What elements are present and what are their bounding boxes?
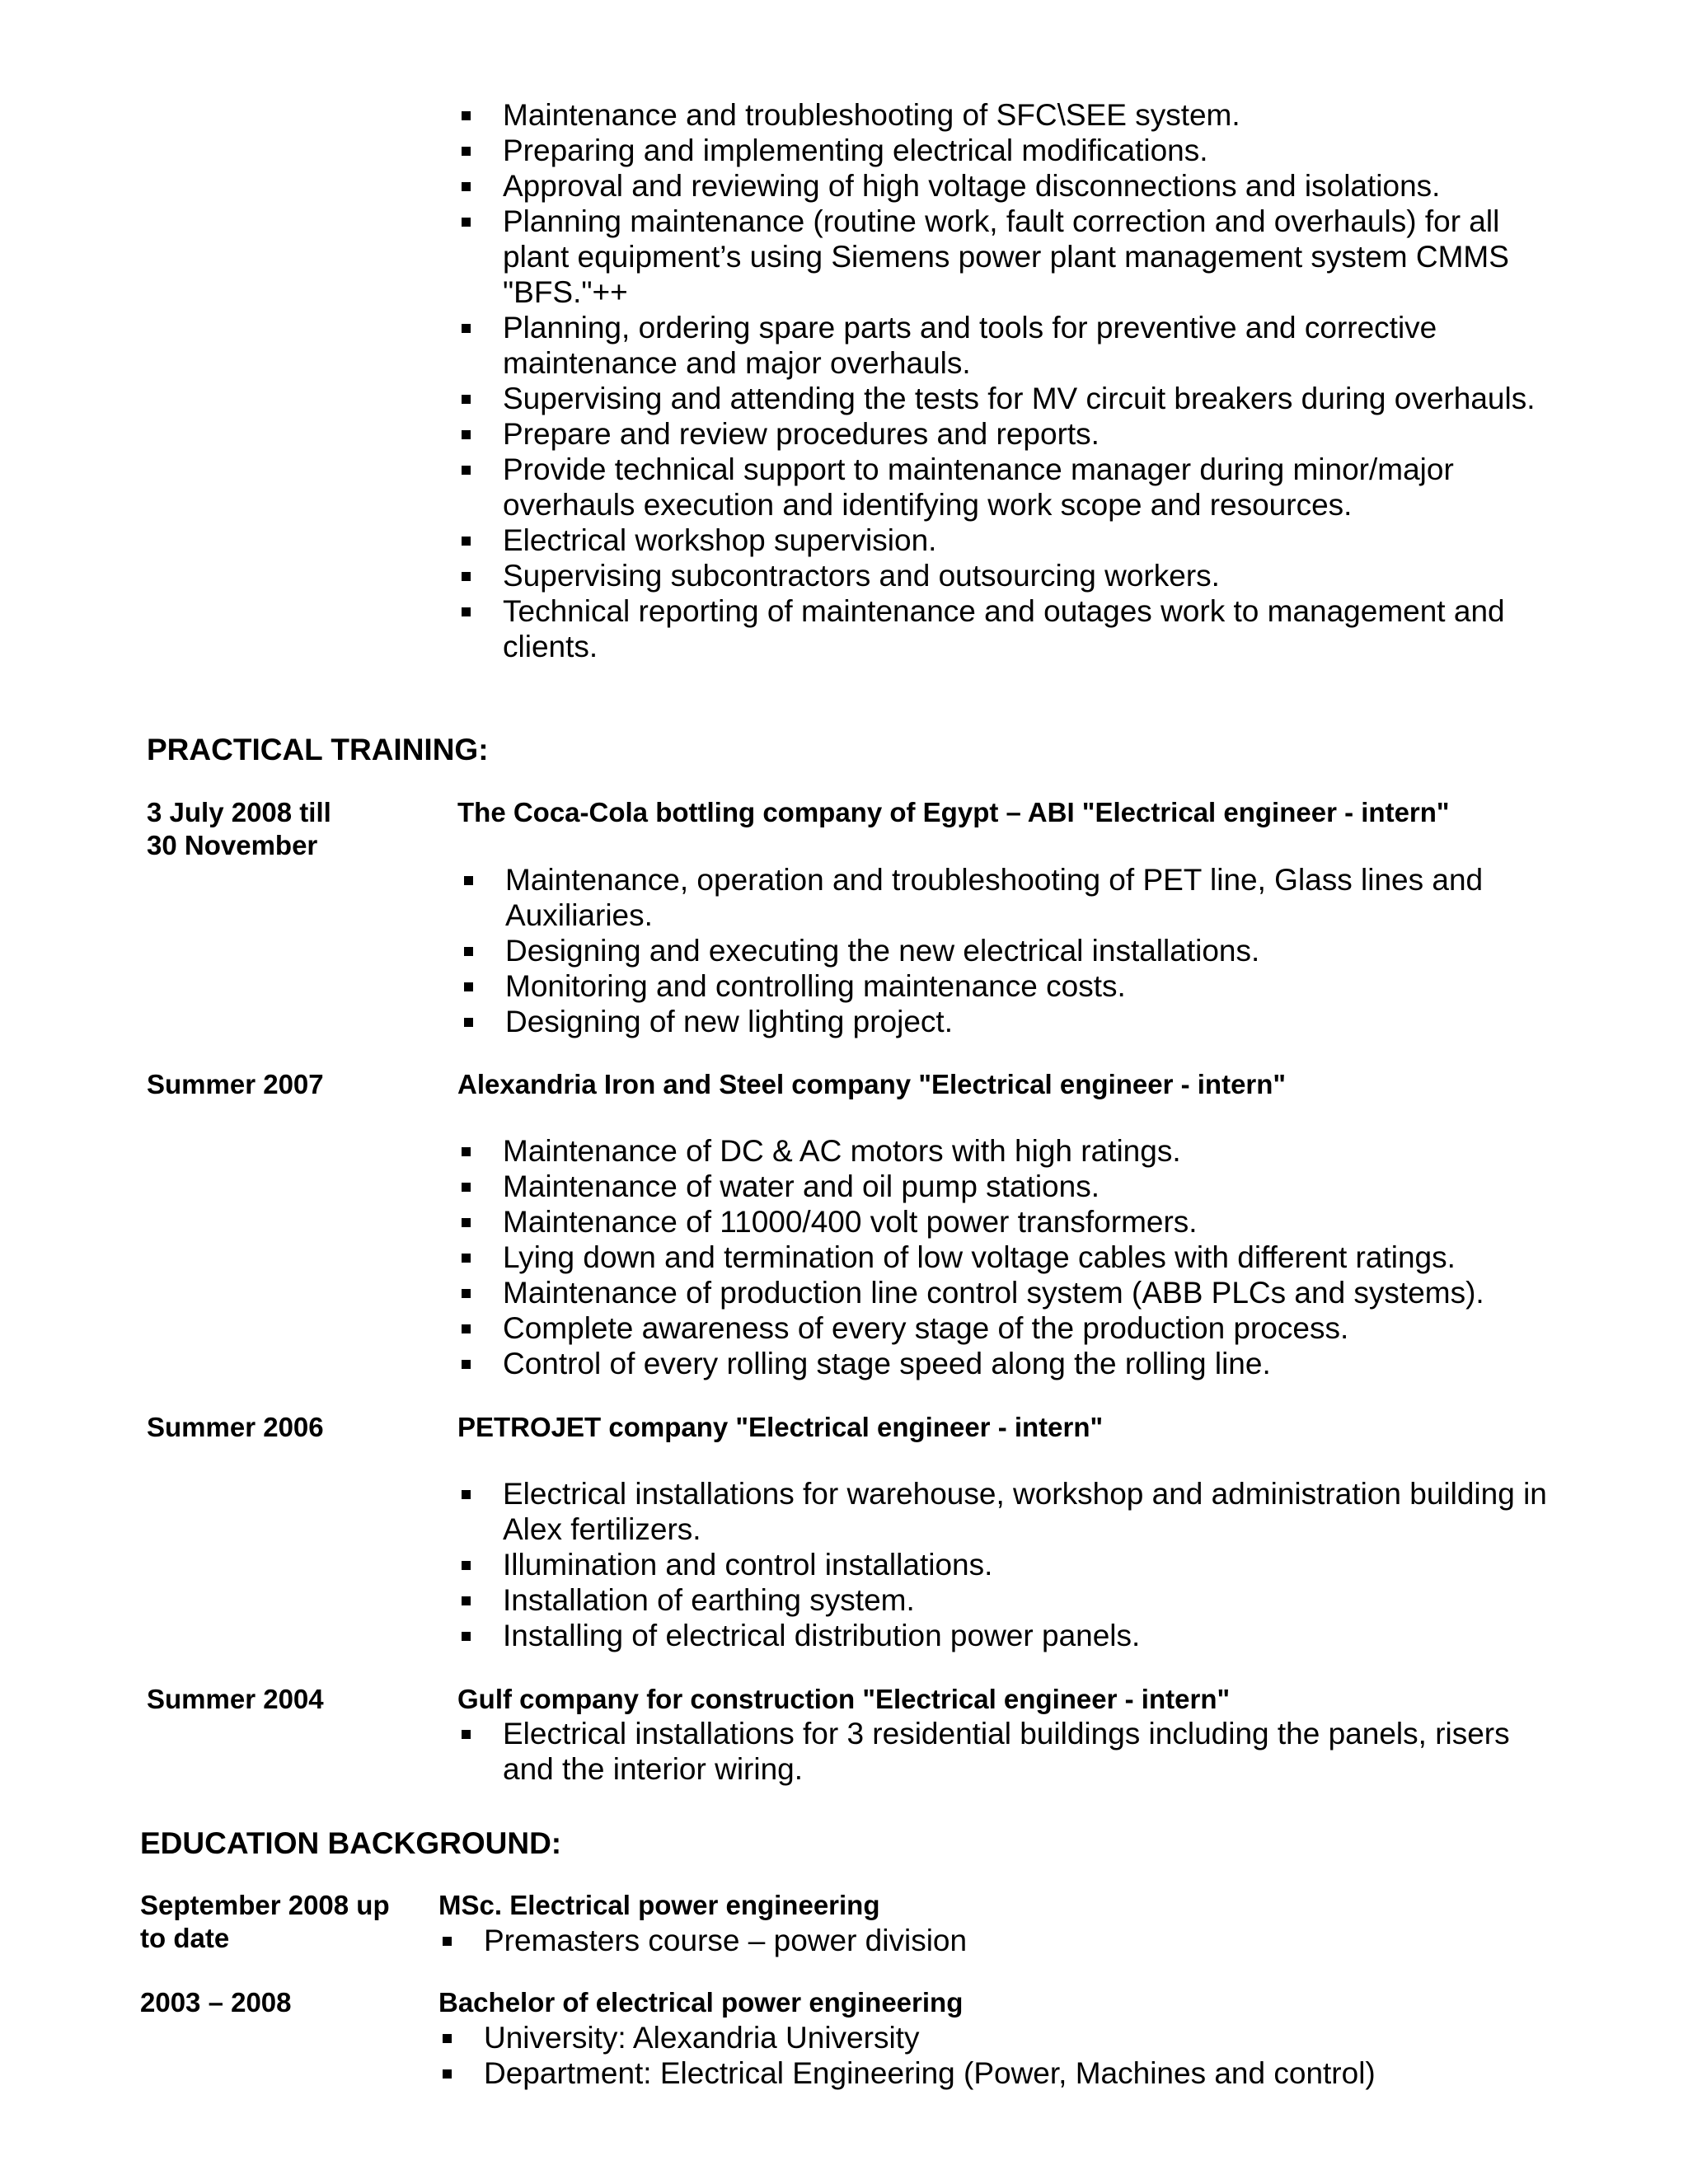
list-item-text: Designing and executing the new electrical installations. xyxy=(505,934,1260,968)
training-date: 3 July 2008 till 30 November xyxy=(147,797,331,860)
list-item xyxy=(457,558,1554,593)
list-item xyxy=(457,1240,1562,1275)
training-title: PETROJET company "Electrical engineer - intern" xyxy=(457,1412,1104,1442)
education-list xyxy=(438,2020,1543,2091)
list-item xyxy=(457,1547,1562,1582)
square-bullet-icon xyxy=(462,1218,471,1227)
square-bullet-icon xyxy=(462,1561,471,1570)
square-bullet-icon xyxy=(464,876,473,885)
list-item-text: Technical reporting of maintenance and outages work to management and clients. xyxy=(503,594,1505,663)
list-item-text: Premasters course – power division xyxy=(484,1924,968,1957)
list-item-text: Electrical workshop supervision. xyxy=(503,523,937,557)
square-bullet-icon xyxy=(462,1183,471,1192)
list-item-text: Planning maintenance (routine work, fault correction and overhauls) for all plant equipment’s using Siemens power plant management system CMMS "BFS."++ xyxy=(503,204,1509,309)
list-item-text: Maintenance of production line control system (ABB PLCs and systems). xyxy=(503,1276,1484,1310)
list-item-text: Maintenance of DC & AC motors with high ratings. xyxy=(503,1134,1181,1168)
list-item-text: Control of every rolling stage speed along the rolling line. xyxy=(503,1347,1271,1380)
square-bullet-icon xyxy=(462,1289,471,1298)
list-item xyxy=(457,381,1554,416)
list-item-text: Monitoring and controlling maintenance costs. xyxy=(505,969,1126,1003)
training-date: Summer 2006 xyxy=(147,1412,324,1442)
education-title: Bachelor of electrical power engineering xyxy=(438,1987,964,2018)
list-item xyxy=(457,1346,1562,1381)
list-item-text: Maintenance, operation and troubleshooting of PET line, Glass lines and Auxiliaries. xyxy=(505,863,1484,932)
square-bullet-icon xyxy=(462,1490,471,1499)
practical-training-heading: PRACTICAL TRAINING: xyxy=(147,733,489,766)
list-item xyxy=(457,416,1554,452)
square-bullet-icon xyxy=(462,537,471,546)
square-bullet-icon xyxy=(462,111,471,120)
list-item xyxy=(457,310,1554,381)
list-item-text: Maintenance of water and oil pump stations. xyxy=(503,1169,1100,1203)
training-title: Gulf company for construction "Electrical engineer - intern" xyxy=(457,1684,1231,1714)
list-item xyxy=(457,97,1554,133)
square-bullet-icon xyxy=(462,1254,471,1263)
square-bullet-icon xyxy=(462,1632,471,1641)
list-item xyxy=(457,1204,1562,1240)
square-bullet-icon xyxy=(462,572,471,581)
square-bullet-icon xyxy=(443,1937,452,1946)
education-date: 2003 – 2008 xyxy=(140,1987,292,2018)
list-item xyxy=(457,593,1554,664)
square-bullet-icon xyxy=(462,1730,471,1739)
list-item xyxy=(460,1004,1564,1039)
list-item-text: Installing of electrical distribution power panels. xyxy=(503,1619,1141,1652)
training-list xyxy=(457,1133,1562,1381)
list-item xyxy=(457,1169,1562,1204)
square-bullet-icon xyxy=(462,430,471,439)
list-item-text: Planning, ordering spare parts and tools for preventive and corrective maintenance and major overhauls. xyxy=(503,311,1437,380)
list-item-text: Electrical installations for 3 residential buildings including the panels, risers and the interior wiring. xyxy=(503,1717,1510,1786)
square-bullet-icon xyxy=(462,324,471,333)
square-bullet-icon xyxy=(462,466,471,475)
square-bullet-icon xyxy=(462,147,471,156)
list-item xyxy=(457,1716,1562,1787)
list-item xyxy=(460,968,1564,1004)
square-bullet-icon xyxy=(462,218,471,227)
training-title: The Coca-Cola bottling company of Egypt – ABI "Electrical engineer - intern" xyxy=(457,797,1450,827)
list-item-text: Supervising and attending the tests for MV circuit breakers during overhauls. xyxy=(503,382,1536,415)
square-bullet-icon xyxy=(462,1147,471,1156)
list-item xyxy=(438,2020,1543,2055)
square-bullet-icon xyxy=(462,395,471,404)
square-bullet-icon xyxy=(443,2069,452,2079)
education-list xyxy=(438,1923,1543,1958)
list-item-text: Electrical installations for warehouse, workshop and administration building in Alex fertilizers. xyxy=(503,1477,1547,1546)
list-item-text: Designing of new lighting project. xyxy=(505,1005,953,1038)
list-item xyxy=(457,168,1554,204)
square-bullet-icon xyxy=(464,947,473,956)
square-bullet-icon xyxy=(443,2034,452,2043)
education-title: MSc. Electrical power engineering xyxy=(438,1890,880,1920)
training-date: Summer 2004 xyxy=(147,1684,324,1714)
list-item-text: Department: Electrical Engineering (Power, Machines and control) xyxy=(484,2056,1376,2090)
list-item xyxy=(457,1310,1562,1346)
list-item-text: Preparing and implementing electrical modifications. xyxy=(503,134,1208,167)
list-item-text: Approval and reviewing of high voltage disconnections and isolations. xyxy=(503,169,1441,203)
education-date: September 2008 up to date xyxy=(140,1890,390,1953)
list-item-text: Lying down and termination of low voltage cables with different ratings. xyxy=(503,1240,1456,1274)
training-title: Alexandria Iron and Steel company "Electrical engineer - intern" xyxy=(457,1069,1287,1099)
square-bullet-icon xyxy=(462,1596,471,1605)
list-item xyxy=(457,452,1554,523)
list-item-text: Maintenance of 11000/400 volt power transformers. xyxy=(503,1205,1198,1239)
list-item xyxy=(457,1618,1562,1653)
training-list xyxy=(457,1716,1562,1787)
education-heading: EDUCATION BACKGROUND: xyxy=(140,1826,562,1860)
list-item-text: Maintenance and troubleshooting of SFC\SEE system. xyxy=(503,98,1240,132)
list-item-text: Illumination and control installations. xyxy=(503,1548,993,1582)
square-bullet-icon xyxy=(462,182,471,191)
training-list xyxy=(457,1476,1562,1653)
square-bullet-icon xyxy=(462,607,471,616)
list-item-text: University: Alexandria University xyxy=(484,2021,920,2055)
list-item-text: Complete awareness of every stage of the production process. xyxy=(503,1311,1349,1345)
list-item xyxy=(457,1275,1562,1310)
list-item-text: Installation of earthing system. xyxy=(503,1583,915,1617)
list-item-text: Prepare and review procedures and reports. xyxy=(503,417,1100,451)
list-item xyxy=(457,1476,1562,1547)
list-item xyxy=(457,523,1554,558)
list-item-text: Provide technical support to maintenance manager during minor/major overhauls execution and identifying work scope and resources. xyxy=(503,452,1454,522)
list-item xyxy=(457,1133,1562,1169)
list-item xyxy=(460,862,1564,933)
responsibilities-list xyxy=(457,97,1554,664)
square-bullet-icon xyxy=(464,1018,473,1027)
list-item xyxy=(438,1923,1543,1958)
list-item xyxy=(457,133,1554,168)
list-item xyxy=(438,2055,1543,2091)
training-list xyxy=(460,862,1564,1039)
list-item xyxy=(457,204,1554,310)
training-date: Summer 2007 xyxy=(147,1069,324,1099)
list-item xyxy=(460,933,1564,968)
square-bullet-icon xyxy=(464,982,473,991)
square-bullet-icon xyxy=(462,1324,471,1333)
square-bullet-icon xyxy=(462,1360,471,1369)
list-item xyxy=(457,1582,1562,1618)
list-item-text: Supervising subcontractors and outsourcing workers. xyxy=(503,559,1220,593)
